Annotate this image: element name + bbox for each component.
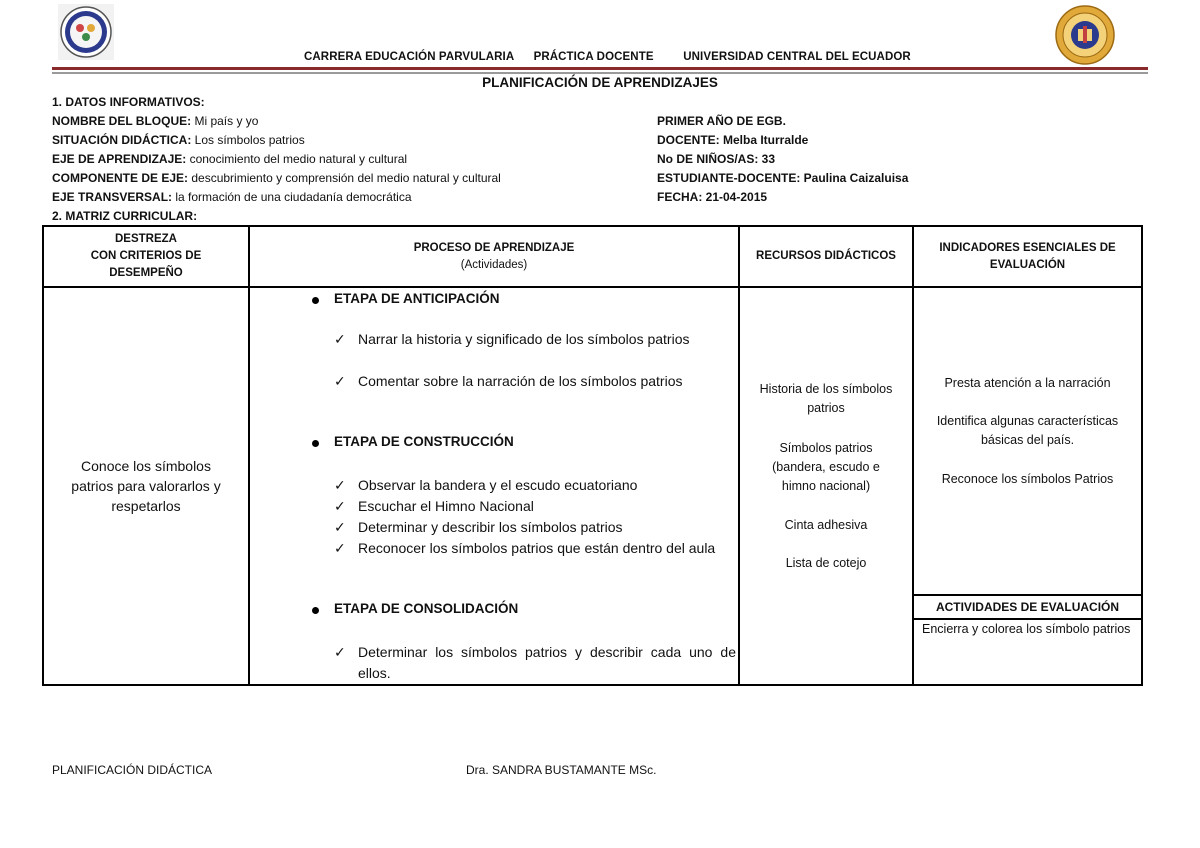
list-item: ✓ Escuchar el Himno Nacional (358, 496, 736, 517)
actividades-evaluacion-text: Encierra y colorea los símbolo patrios (922, 622, 1131, 636)
checkmark-icon: ✓ (334, 498, 346, 514)
checkmark-icon: ✓ (334, 331, 346, 347)
matriz-curricular-table (42, 225, 1143, 686)
list-item: ✓ Reconocer los símbolos patrios que están dentro del aula (358, 538, 736, 559)
list-item: ✓ Observar la bandera y el escudo ecuatoriano (358, 475, 736, 496)
checkmark-icon: ✓ (334, 477, 346, 493)
footer-left: PLANIFICACIÓN DIDÁCTICA (52, 763, 213, 777)
indicador-item: Reconoce los símbolos Patrios (941, 472, 1114, 486)
recurso-item: Historia de los símbolos patrios (759, 382, 893, 415)
list-item: ✓ Comentar sobre la narración de los símbolos patrios (358, 371, 736, 392)
etapa-anticipacion: ETAPA DE ANTICIPACIÓN (334, 291, 500, 306)
info-fecha: FECHA: 21-04-2015 (657, 190, 768, 204)
matriz-heading: 2. MATRIZ CURRICULAR: (52, 209, 198, 223)
header-proceso: PROCESO DE APRENDIZAJE (Actividades) (249, 226, 739, 287)
actividades-evaluacion-heading: ACTIVIDADES DE EVALUACIÓN (914, 594, 1141, 620)
etapa-construccion: ETAPA DE CONSTRUCCIÓN (334, 434, 514, 449)
header-recursos: RECURSOS DIDÁCTICOS (739, 226, 913, 287)
header-destreza: DESTREZA CON CRITERIOS DE DESEMPEÑO (43, 226, 249, 287)
info-estudiante-docente: ESTUDIANTE-DOCENTE: Paulina Caizaluisa (657, 171, 909, 185)
datos-heading: 1. DATOS INFORMATIVOS: (52, 95, 205, 109)
etapa-consolidacion: ETAPA DE CONSOLIDACIÓN (334, 601, 519, 616)
info-ninos: No DE NIÑOS/AS: 33 (657, 152, 776, 166)
recurso-item: Símbolos patrios (bandera, escudo e himno nacional) (772, 441, 880, 493)
destreza-cell: Conoce los símbolos patrios para valorarlos y respetarlos (43, 287, 249, 685)
footer-right: Dra. SANDRA BUSTAMANTE MSc. (466, 763, 657, 777)
info-nombre-bloque: NOMBRE DEL BLOQUE: Mi país y yo (52, 114, 259, 128)
info-componente: COMPONENTE DE EJE: descubrimiento y comprensión del medio natural y cultural (52, 171, 501, 185)
info-eje-transversal: EJE TRANSVERSAL: la formación de una ciudadanía democrática (52, 190, 412, 204)
document-title: PLANIFICACIÓN DE APRENDIZAJES (482, 75, 718, 90)
recurso-item: Lista de cotejo (785, 556, 867, 570)
checkmark-icon: ✓ (334, 373, 346, 389)
indicador-item: Presta atención a la narración (944, 376, 1111, 390)
info-situacion: SITUACIÓN DIDÁCTICA: Los símbolos patrios (52, 133, 305, 147)
header-indicadores: INDICADORES ESENCIALES DE EVALUACIÓN (913, 226, 1142, 287)
list-item: ✓ Determinar y describir los símbolos patrios (358, 517, 736, 538)
info-nivel: PRIMER AÑO DE EGB. (657, 114, 786, 128)
list-item: ✓ Determinar los símbolos patrios y describir cada uno de ellos. (334, 644, 736, 681)
indicadores-cell (913, 287, 1142, 685)
checkmark-icon: ✓ (334, 540, 346, 556)
universidad-seal (1054, 4, 1116, 66)
recurso-item: Cinta adhesiva (784, 518, 868, 532)
indicador-item: Identifica algunas características básicas del país. (936, 414, 1119, 447)
info-eje-aprendizaje: EJE DE APRENDIZAJE: conocimiento del medio natural y cultural (52, 152, 408, 166)
header-rule-secondary (52, 72, 1148, 74)
checkmark-icon: ✓ (334, 644, 346, 660)
header-rule (52, 67, 1148, 70)
institution-header: CARRERA EDUCACIÓN PARVULARIA PRÁCTICA DOCENTE UNIVERSIDAD CENTRAL DEL ECUADOR (304, 51, 911, 63)
proceso-cell (249, 287, 739, 685)
recursos-cell (739, 287, 913, 685)
list-item: ✓ Narrar la historia y significado de los símbolos patrios (358, 329, 736, 350)
info-docente: DOCENTE: Melba Iturralde (657, 133, 809, 147)
carrera-logo (58, 4, 114, 60)
checkmark-icon: ✓ (334, 519, 346, 535)
